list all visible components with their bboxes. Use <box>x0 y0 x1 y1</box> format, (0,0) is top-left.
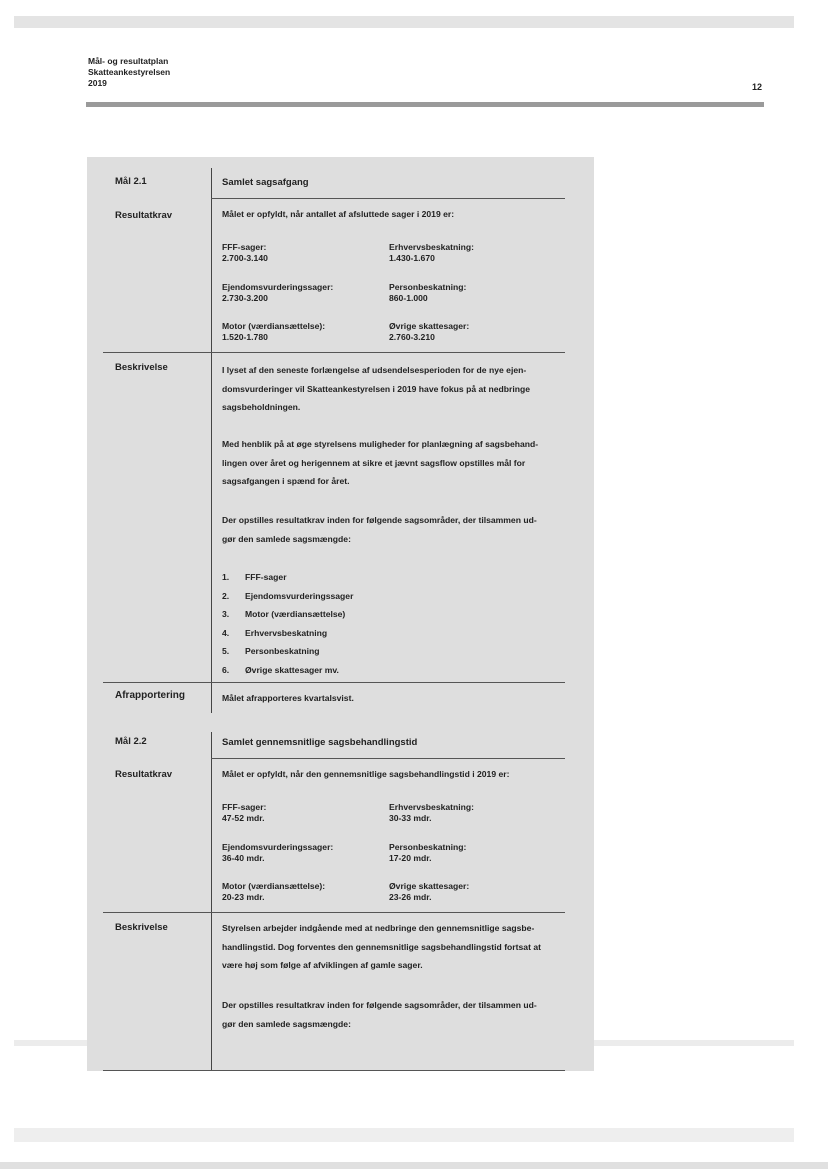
row-divider <box>103 682 565 683</box>
list-item <box>222 642 353 661</box>
header-year: 2019 <box>88 78 107 88</box>
list-item <box>222 624 353 643</box>
cell-value: 2.760-3.210 <box>389 332 435 342</box>
text-line: lingen over året og herigennem at sikre et jævnt sagsflow opstilles mål for <box>222 457 526 468</box>
text-line: være høj som følge af afviklingen af gamle sager. <box>222 960 423 970</box>
goal-2-1-result-intro: Målet er opfyldt, når antallet af afsluttede sager i 2019 er: <box>222 209 455 219</box>
goal-2-2-description-paragraph <box>222 919 562 975</box>
cell-name: Personbeskatning: <box>389 842 467 852</box>
row-divider <box>103 1070 565 1071</box>
row-divider <box>211 758 565 759</box>
header-rule <box>86 102 764 107</box>
goal-2-1-cell <box>222 242 268 264</box>
list-number: 3. <box>222 609 230 619</box>
text-line: I lyset af den seneste forlængelse af udsendelsesperioden for de nye ejen- <box>222 365 527 375</box>
cell-value: 17-20 mdr. <box>389 853 432 863</box>
goal-2-2-cell <box>222 881 325 903</box>
cell-name: FFF-sager: <box>222 802 267 812</box>
row-divider <box>211 198 565 199</box>
goal-2-2-description-label: Beskrivelse <box>115 922 168 933</box>
cell-value: 2.730-3.200 <box>222 293 268 303</box>
scan-artifact-top <box>14 16 794 28</box>
cell-value: 860-1.000 <box>389 293 428 303</box>
cell-name: Ejendomsvurderingssager: <box>222 282 334 292</box>
list-item <box>222 568 353 587</box>
goal-2-1-description-paragraph <box>222 435 562 491</box>
goal-2-2-cell <box>389 802 474 824</box>
cell-name: Øvrige skattesager: <box>389 881 470 891</box>
column-divider <box>211 732 212 1070</box>
column-divider <box>211 168 212 713</box>
goal-2-1-description-paragraph <box>222 511 562 548</box>
list-number: 5. <box>222 646 230 656</box>
list-text: Personbeskatning <box>245 646 320 656</box>
text-line: domsvurderinger vil Skatteankestyrelsen i 2019 have fokus på at nedbringe <box>222 383 531 394</box>
goal-2-2-label: Mål 2.2 <box>115 736 147 747</box>
list-number: 2. <box>222 590 230 601</box>
goal-2-1-description-label: Beskrivelse <box>115 362 168 373</box>
cell-name: Motor (værdiansættelse): <box>222 321 326 331</box>
cell-name: Ejendomsvurderingssager: <box>222 842 334 852</box>
goal-2-2-cell <box>389 842 466 864</box>
header-organization: Skatteankestyrelsen <box>88 67 171 77</box>
goal-2-2-result-label: Resultatkrav <box>115 769 173 780</box>
text-line: Styrelsen arbejder indgående med at nedbringe den gennemsnitlige sagsbe- <box>222 923 535 933</box>
cell-name: Motor (værdiansættelse): <box>222 881 326 891</box>
goal-2-2-cell <box>222 842 333 864</box>
cell-value: 2.700-3.140 <box>222 253 268 263</box>
cell-name: Personbeskatning: <box>389 282 467 292</box>
list-number: 6. <box>222 664 230 675</box>
goal-2-1-label: Mål 2.1 <box>115 176 147 187</box>
text-line: Med henblik på at øge styrelsens muligheder for planlægning af sagsbehand- <box>222 439 539 449</box>
list-item <box>222 605 353 624</box>
goal-2-1-cell <box>389 282 466 304</box>
text-line: handlingstid. Dog forventes den gennemsnitlige sagsbehandlingstid fortsat at <box>222 941 541 952</box>
cell-value: 23-26 mdr. <box>389 892 432 902</box>
goal-2-1-result-label: Resultatkrav <box>115 210 173 221</box>
goal-2-1-report-label: Afrapportering <box>115 690 185 701</box>
cell-name: Erhvervsbeskatning: <box>389 242 475 252</box>
scan-artifact-bottom <box>14 1128 794 1142</box>
scan-artifact-edge <box>0 1162 828 1169</box>
row-divider <box>103 912 565 913</box>
goal-2-2-title: Samlet gennemsnitlige sagsbehandlingstid <box>222 737 418 748</box>
goal-2-2-result-intro: Målet er opfyldt, når den gennemsnitlige sagsbehandlingstid i 2019 er: <box>222 769 510 779</box>
cell-name: Øvrige skattesager: <box>389 321 470 331</box>
list-text: FFF-sager <box>245 572 287 582</box>
goal-2-1-cell <box>222 282 333 304</box>
text-line: sagsafgangen i spænd for året. <box>222 476 350 486</box>
list-text: Motor (værdiansættelse) <box>245 609 346 619</box>
list-text: Ejendomsvurderingssager <box>245 590 354 601</box>
row-divider <box>103 352 565 353</box>
page-number: 12 <box>752 82 763 92</box>
cell-value: 20-23 mdr. <box>222 892 265 902</box>
list-item <box>222 661 353 680</box>
text-line: gør den samlede sagsmængde: <box>222 1018 351 1029</box>
goal-2-1-cell <box>389 242 474 264</box>
list-number: 1. <box>222 572 230 582</box>
text-line: sagsbeholdningen. <box>222 402 301 412</box>
header-title: Mål- og resultatplan <box>88 56 169 66</box>
cell-value: 1.430-1.670 <box>389 253 435 263</box>
cell-value: 36-40 mdr. <box>222 853 265 863</box>
goal-2-2-description-paragraph <box>222 996 562 1033</box>
cell-value: 30-33 mdr. <box>389 813 432 823</box>
cell-name: Erhvervsbeskatning: <box>389 802 475 812</box>
goal-2-2-cell <box>389 881 469 903</box>
cell-value: 47-52 mdr. <box>222 813 265 823</box>
text-line: Der opstilles resultatkrav inden for følgende sagsområder, der tilsammen ud- <box>222 515 537 525</box>
cell-value: 1.520-1.780 <box>222 332 268 342</box>
list-number: 4. <box>222 627 230 638</box>
case-area-list <box>222 568 353 679</box>
list-text: Erhvervsbeskatning <box>245 627 328 638</box>
goal-2-1-cell <box>389 321 469 343</box>
list-item <box>222 587 353 606</box>
goal-2-1-report-text: Målet afrapporteres kvartalsvist. <box>222 693 354 703</box>
text-line: gør den samlede sagsmængde: <box>222 533 351 544</box>
goal-2-1-description-paragraph <box>222 361 562 417</box>
document-header <box>88 56 170 89</box>
goal-2-2-cell <box>222 802 266 824</box>
list-text: Øvrige skattesager mv. <box>245 664 339 675</box>
goal-2-1-cell <box>222 321 325 343</box>
text-line: Der opstilles resultatkrav inden for følgende sagsområder, der tilsammen ud- <box>222 1000 537 1010</box>
goal-2-1-title: Samlet sagsafgang <box>222 177 309 188</box>
cell-name: FFF-sager: <box>222 242 267 252</box>
